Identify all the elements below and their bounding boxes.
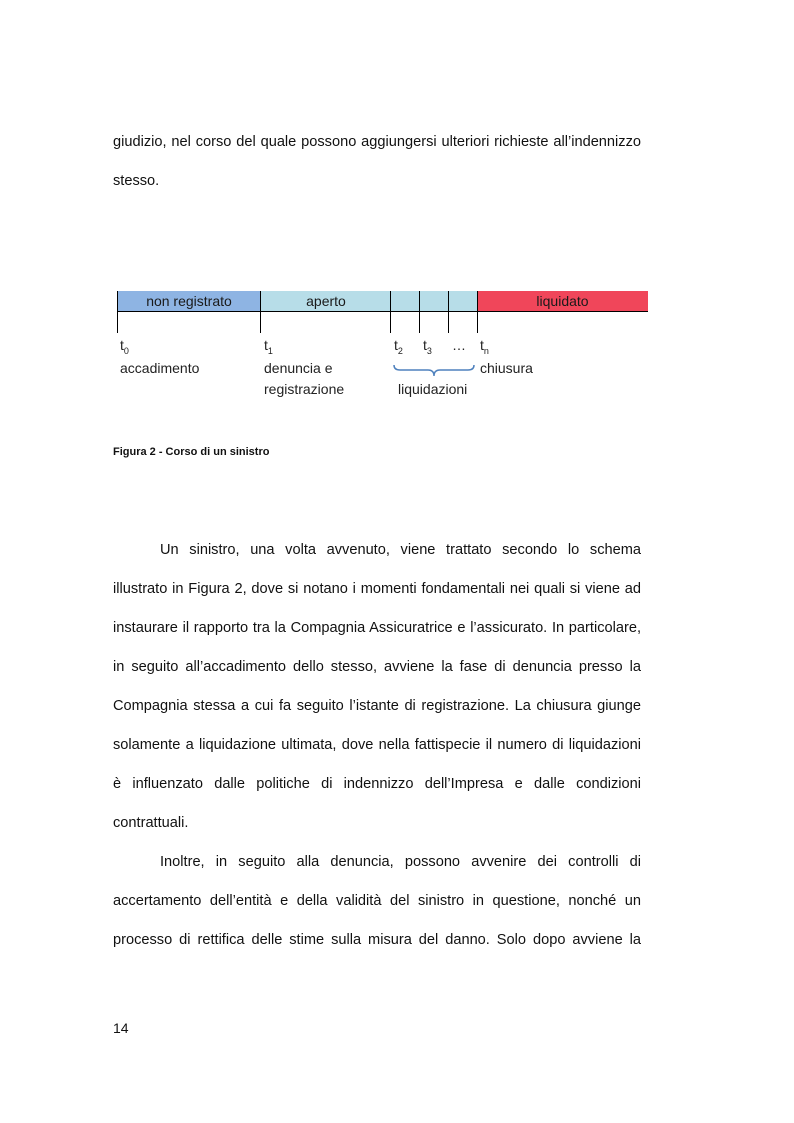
top-paragraph xyxy=(113,123,641,201)
tick-tn xyxy=(477,291,478,333)
paragraph-line: contrattuali. xyxy=(113,815,189,831)
label-dots: … xyxy=(452,337,466,353)
paragraph-1 xyxy=(113,531,641,843)
paragraph-line: Un sinistro, una volta avvenuto, viene trattato secondo lo schema xyxy=(160,542,641,558)
paragraph-line: accertamento dell’entità e della validità del sinistro in questione, nonché un xyxy=(113,893,641,909)
page-number: 14 xyxy=(113,1020,129,1036)
label-t2: $t_2$ xyxy=(394,337,403,356)
label-registrazione: registrazione xyxy=(264,381,345,397)
label-tn: $t_n$ xyxy=(480,337,489,356)
paragraph-line: instaurare il rapporto tra la Compagnia Assicuratrice e l’assicurato. In particolare, xyxy=(113,620,641,636)
paragraph-line: è influenzato dalle politiche di indennizzo dell’Impresa e dalle condizioni xyxy=(113,776,641,792)
tick-t0 xyxy=(117,291,118,333)
paragraph-line: in seguito all’accadimento dello stesso, avviene la fase di denuncia presso la xyxy=(113,659,641,675)
paragraph-2 xyxy=(113,843,641,960)
paragraph-line: stesso. xyxy=(113,173,160,189)
label-chiusura: chiusura xyxy=(480,360,533,376)
timeline-axis xyxy=(117,311,648,312)
paragraph-line: processo di rettifica delle stime sulla misura del danno. Solo dopo avviene la xyxy=(113,932,641,948)
tick-t2 xyxy=(390,291,391,333)
label-denuncia: denuncia e xyxy=(264,360,333,376)
label-t3: $t_3$ xyxy=(423,337,432,356)
tick-t1 xyxy=(260,291,261,333)
figure-caption: Figura 2 - Corso di un sinistro xyxy=(113,446,270,458)
tick-t3 xyxy=(419,291,420,333)
paragraph-line: Inoltre, in seguito alla denuncia, possono avvenire dei controlli di xyxy=(160,854,641,870)
liquidazioni-brace xyxy=(392,364,476,378)
paragraph-line: giudizio, nel corso del quale possono aggiungersi ulteriori richieste all’indennizzo xyxy=(113,134,641,150)
segment-aperto: aperto xyxy=(261,291,477,312)
label-liquidazioni: liquidazioni xyxy=(398,381,468,397)
paragraph-line: illustrato in Figura 2, dove si notano i momenti fondamentali nei quali si viene ad xyxy=(113,581,641,597)
label-t0: $t_0$ xyxy=(120,337,129,356)
segment-non-registrato: non registrato xyxy=(117,291,261,312)
label-t1: $t_1$ xyxy=(264,337,273,356)
paragraph-line: Compagnia stessa a cui fa seguito l’istante di registrazione. La chiusura giunge xyxy=(113,698,641,714)
label-accadimento: accadimento xyxy=(120,360,200,376)
segment-liquidato: liquidato xyxy=(477,291,648,312)
paragraph-line: solamente a liquidazione ultimata, dove nella fattispecie il numero di liquidazioni xyxy=(113,737,641,753)
tick-dots xyxy=(448,291,449,333)
